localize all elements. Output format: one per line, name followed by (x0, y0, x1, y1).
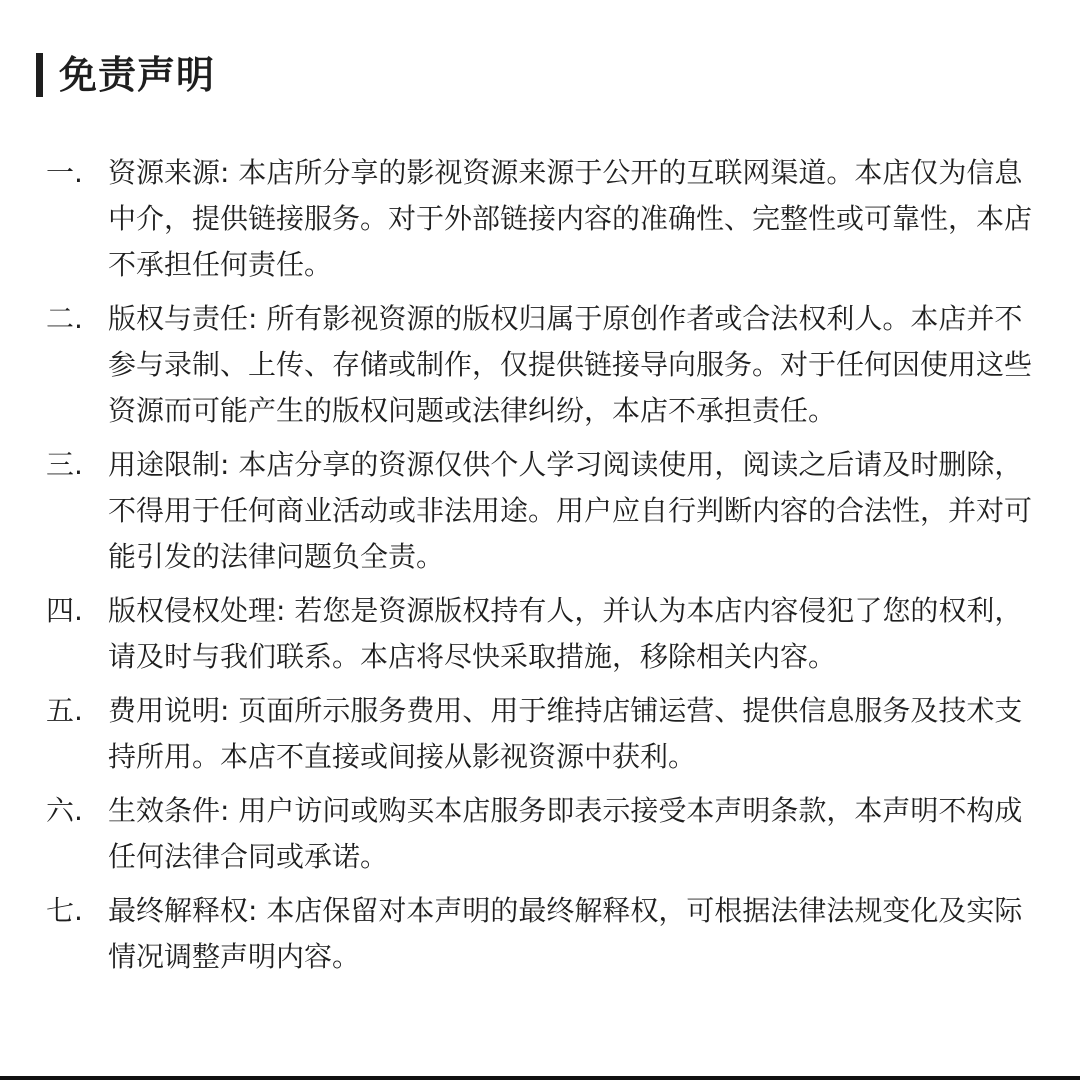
clause-number: 二. (46, 302, 83, 335)
clause-text: 本店分享的资源仅供个人学习阅读使用，阅读之后请及时删除，不得用于任何商业活动或非法用途。用户应自行判断内容的合法性，并对可能引发的法律问题负全责。 (108, 448, 1033, 573)
clause-label: 版权与责任: (108, 302, 258, 335)
clause-body (108, 296, 1046, 434)
clause-text: 页面所示服务费用、用于维持店铺运营、提供信息服务及技术支持所用。本店不直接或间接从影视资源中获利。 (108, 694, 1023, 773)
clause-item (46, 588, 1046, 680)
clause-label: 用途限制: (108, 448, 230, 481)
clause-label: 版权侵权处理: (108, 594, 286, 627)
clause-body (108, 442, 1046, 580)
clause-item (46, 888, 1046, 980)
clause-text: 所有影视资源的版权归属于原创作者或合法权利人。本店并不参与录制、上传、存储或制作，仅提供链接导向服务。对于任何因使用这些资源而可能产生的版权问题或法律纠纷，本店不承担责任。 (108, 302, 1033, 427)
bottom-divider (0, 1076, 1080, 1080)
clause-text: 本店保留对本声明的最终解释权，可根据法律法规变化及实际情况调整声明内容。 (108, 894, 1023, 973)
clause-label: 资源来源: (108, 156, 230, 189)
clause-number: 七. (46, 894, 83, 927)
clause-number: 五. (46, 694, 83, 727)
clause-body (108, 688, 1046, 780)
clause-item (46, 442, 1046, 580)
clause-number: 六. (46, 794, 83, 827)
clause-body (108, 788, 1046, 880)
clause-item (46, 296, 1046, 434)
clause-body (108, 588, 1046, 680)
clause-label: 最终解释权: (108, 894, 258, 927)
clause-number: 四. (46, 594, 83, 627)
clause-item (46, 688, 1046, 780)
title-accent-bar (36, 53, 43, 97)
clause-text: 用户访问或购买本店服务即表示接受本声明条款，本声明不构成任何法律合同或承诺。 (108, 794, 1023, 873)
clause-item (46, 150, 1046, 288)
clause-body (108, 150, 1046, 288)
clause-text: 本店所分享的影视资源来源于公开的互联网渠道。本店仅为信息中介，提供链接服务。对于外部链接内容的准确性、完整性或可靠性，本店不承担任何责任。 (108, 156, 1033, 281)
clause-list (46, 150, 1046, 988)
clause-item (46, 788, 1046, 880)
title-row (36, 50, 215, 100)
clause-body (108, 888, 1046, 980)
clause-text: 若您是资源版权持有人，并认为本店内容侵犯了您的权利，请及时与我们联系。本店将尽快采取措施，移除相关内容。 (108, 594, 1023, 673)
page-title: 免责声明 (59, 53, 216, 97)
clause-number: 一. (46, 156, 83, 189)
clause-number: 三. (46, 448, 83, 481)
clause-label: 费用说明: (108, 694, 230, 727)
clause-label: 生效条件: (108, 794, 230, 827)
